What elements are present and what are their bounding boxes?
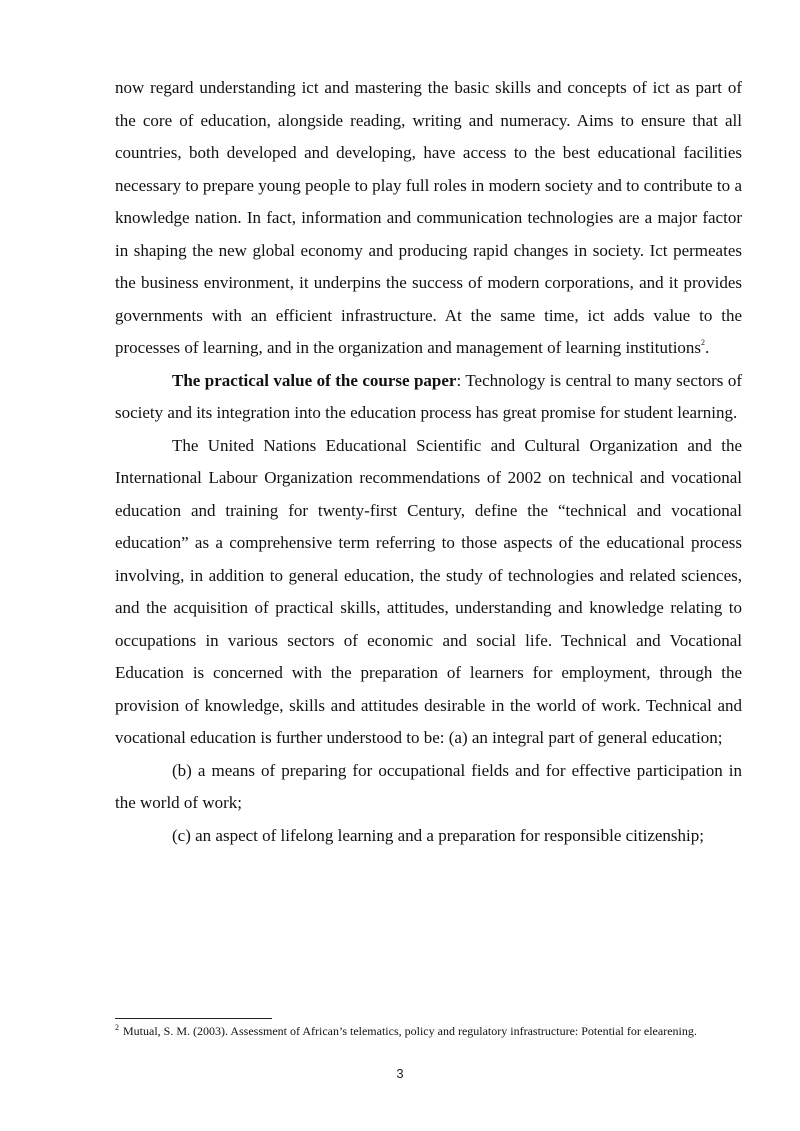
paragraph-unesco-ilo: The United Nations Educational Scientific and Cultural Organization and the International Labour Organization recommendations of 2002 on technical and vocational education and training for twenty-first Century, define the “technical and vocational education” as a comprehensive term referring to those aspects of the educational process involving, in addition to general education, the study of technologies and related sciences, and the acquisition of practical skills, attitudes, understanding and knowledge relating to occupations in various sectors of economic and social life. Technical and Vocational Education is concerned with the preparation of learners for employment, through the provision of knowledge, skills and attitudes desirable in the world of work. Technical and vocational education is further understood to be: (a) an integral part of general education; xyxy=(115,435,742,747)
footnote-reference[interactable]: 2 xyxy=(701,338,706,348)
page-number: 3 xyxy=(396,1066,404,1081)
practical-value-heading: The practical value of the course paper xyxy=(172,370,457,390)
list-item-c: (c) an aspect of lifelong learning and a preparation for responsible citizenship; xyxy=(172,825,704,845)
paragraph-ict-education xyxy=(115,72,742,365)
list-item-b: (b) a means of preparing for occupational fields and for effective participation in the world of work; xyxy=(115,760,742,812)
footnote xyxy=(115,1023,742,1040)
paragraph-ict-end: . xyxy=(705,338,710,357)
paragraph-ict-text: now regard understanding ict and mastering the basic skills and concepts of ict as part of the core of education, alongside reading, writing and numeracy. Aims to ensure that all countries, both developed and developing, have access to the best educational facilities necessary to prepare young people to play full roles in modern society and to contribute to a knowledge nation. In fact, information and communication technologies are a major factor in shaping the new global economy and producing rapid changes in society. Ict permeates the business environment, it underpins the success of modern corporations, and it provides governments with an efficient infrastructure. At the same time, ict adds value to the processes of learning, and in the organization and management of learning institutions xyxy=(115,78,742,357)
paragraph-practical-value xyxy=(115,365,742,430)
footnote-text: Mutual, S. M. (2003). Assessment of African’s telematics, policy and regulatory infrastructure: Potential for elearening. xyxy=(123,1024,697,1038)
document-body xyxy=(115,72,742,852)
practical-value-text: : Technology is central to many sectors of society and its integration into the education process has great promise for student learning. xyxy=(115,370,742,422)
footnote-divider xyxy=(115,1018,272,1019)
footnote-number: 2 xyxy=(115,1023,119,1032)
